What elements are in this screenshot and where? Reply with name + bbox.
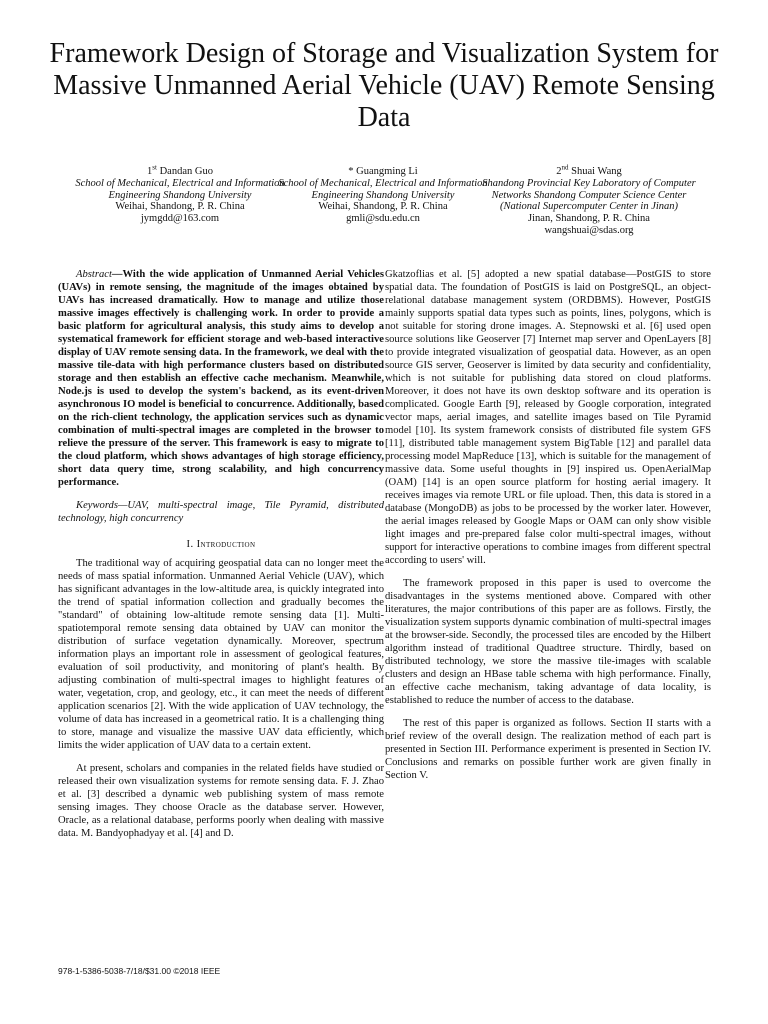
intro-paragraph-1: The traditional way of acquiring geospatial data can no longer meet the needs of mass spatial information. Unmanned Aerial Vehicle (UAV), which has significant advantages in the low-altitude area, is quickly integrated into the trend of spatial information collection and gradually becomes the "standard" of obtaining low-altitude remote sensing data [1]. Multi-spatiotemporal remote sensing data obtained by UAV can monitor the distribution of surface vegetation dynamically. Moreover, spectrum information plays an important role in assessment of geological features, evaluation of soil productivity, and monitoring of plant's health. By adjusting combination of multi-spectral images to highlight features of water, vegetation, crop, and geology, etc., it can meet the needs of different application scenarios [2]. With the wide application of UAV technology, the volume of data has increased in a geometrical ratio. It is a challenging thing to store, manage and visualize the massive UAV data efficiently, which limits the wider application of UAV data to a certain extent.: [58, 558, 384, 751]
author-block-2: [268, 166, 498, 225]
corresponding-author-mark: *: [348, 166, 354, 177]
section-heading-introduction: I. Introduction: [186, 539, 256, 550]
author-email: wangshuai@sdas.org: [544, 224, 634, 236]
left-column: [58, 268, 384, 840]
author-email: gmli@sdu.edu.cn: [346, 213, 420, 225]
right-column: [385, 268, 711, 782]
author-name: Guangming Li: [353, 166, 418, 177]
author-name: Shuai Wang: [568, 166, 622, 177]
abstract-label: Abstract: [76, 269, 112, 280]
copyright-footer: 978-1-5386-5038-7/18/$31.00 ©2018 IEEE: [58, 966, 221, 976]
author-number: 1: [147, 166, 153, 177]
author-affiliation: School of Mechanical, Electrical and Information Engineering Shandong University: [75, 177, 285, 201]
author-location: Weihai, Shandong, P. R. China: [115, 201, 245, 213]
author-location: Weihai, Shandong, P. R. China: [318, 201, 448, 213]
author-location: Jinan, Shandong, P. R. China: [528, 213, 650, 225]
intro-paragraph-3: The framework proposed in this paper is used to overcome the disadvantages in the systems mentioned above. Compared with other literatures, the major contributions of this paper are as follows. Firstly, the visualization system supports dynamic combination of multi-spectral images at the browser-side. Secondly, the processed tiles are encoded by the Hilbert algorithm instead of traditional Quadtree structure. Thirdly, based on distributed technology, we store the massive tile-images with scalable clusters and design an HBase table schema with high performance. Finally, an effective cache mechanism, taking advantage of data locality, is established to reduce the number of access to the database.: [385, 578, 711, 706]
abstract-text: With the wide application of Unmanned Aerial Vehicles (UAVs) in remote sensing, the magnitude of the images obtained by UAVs has increased dramatically. How to manage and utilize those massive images effectively is challenging work. In order to provide a basic platform for agricultural analysis, this study aims to develop a systematical framework for efficient storage and web-based interactive display of UAV remote sensing data. In the framework, we deal with the massive tile-data with high performance clusters based on distributed storage and then establish an effective cache mechanism. Meanwhile, Node.js is used to develop the system's backend, as its event-driven asynchronous IO model is beneficial to concurrence. Additionally, based on the rich-client technology, the application services such as dynamic combination of multi-spectral images are completed in the browser to relieve the pressure of the server. This framework is easy to migrate to the cloud platform, which shows advantages of high storage efficiency, short data query time, strong scalability, and high concurrency performance.: [58, 269, 384, 488]
author-email: jymgdd@163.com: [140, 213, 220, 225]
abstract: [58, 268, 384, 489]
intro-paragraph-2-continued: Gkatzoflias et al. [5] adopted a new spatial database—PostGIS to store spatial data. The foundation of PostGIS is laid on PostgreSQL, an object-relational database management system (ORDBMS). However, PostGIS mainly supports spatial data types such as points, lines, polygons, which is not suitable for storing drone images. A. Stepnowski et al. [6] used open source solutions like Geoserver [7] Internet map server and OpenLayers [8] to provide integrated visualization of geospatial data. However, as an open source GIS server, Geoserver is limited by data security and confidentiality, which is not suitable for publishing data stored on cloud platforms. Moreover, it does not have its own desktop software and its operation is complicated. Google Earth [9], released by Google corporation, integrated vector maps, aerial images, and satellite images based on Tile Pyramid model [10]. Its system framework consists of distributed file system GFS [11], distributed table management system BigTable [12] and parallel data processing model MapReduce [13], which is suitable for the management of massive data. Some useful thoughts in [9] inspired us. OpenAerialMap (OAM) [14] is an open source platform for hosting aerial imagery. It receives images via remote URL or file upload. Then, this data is stored in a database (MongoDB) as jobs to be processed by the worker later. However, the aerial images released by Google Maps or OAM can only show visible light images and pre-prepared false color multi-spectral images, without support for interactive operations to combine images from different spectral according to users' will.: [385, 269, 711, 566]
intro-paragraph-2: At present, scholars and companies in the related fields have studied or released their own visualization systems for remote sensing data. F. J. Zhao et al. [3] described a dynamic web publishing system of mass remote sensing images. They choose Oracle as the database server. However, Oracle, as a relational database, performs poorly when dealing with massive data. M. Bandyophadyay et al. [4] and D.: [58, 763, 384, 839]
abstract-dash: —: [111, 269, 123, 280]
author-ordinal: st: [152, 163, 157, 172]
paper-title: Framework Design of Storage and Visualization System for Massive Unmanned Aerial Vehicle (UAV) Remote Sensing Data: [49, 38, 719, 133]
author-block-1: [65, 163, 295, 225]
keywords: Keywords—UAV, multi-spectral image, Tile Pyramid, distributed technology, high concurrency: [58, 500, 384, 524]
author-number: 2: [556, 166, 562, 177]
author-affiliation: Shandong Provincial Key Laboratory of Computer Networks Shandong Computer Science Center (National Supercomputer Center in Jinan): [482, 177, 696, 213]
author-name: Dandan Guo: [156, 166, 213, 177]
author-affiliation: School of Mechanical, Electrical and Information Engineering Shandong University: [278, 177, 488, 201]
author-ordinal: nd: [561, 163, 569, 172]
intro-paragraph-4: The rest of this paper is organized as follows. Section II starts with a brief review of the overall design. The realization method of each part is presented in Section III. Performance experiment is presented in Section IV. Conclusions and remarks on possible further work are given finally in Section V.: [385, 718, 711, 781]
author-block-3: [474, 163, 704, 237]
